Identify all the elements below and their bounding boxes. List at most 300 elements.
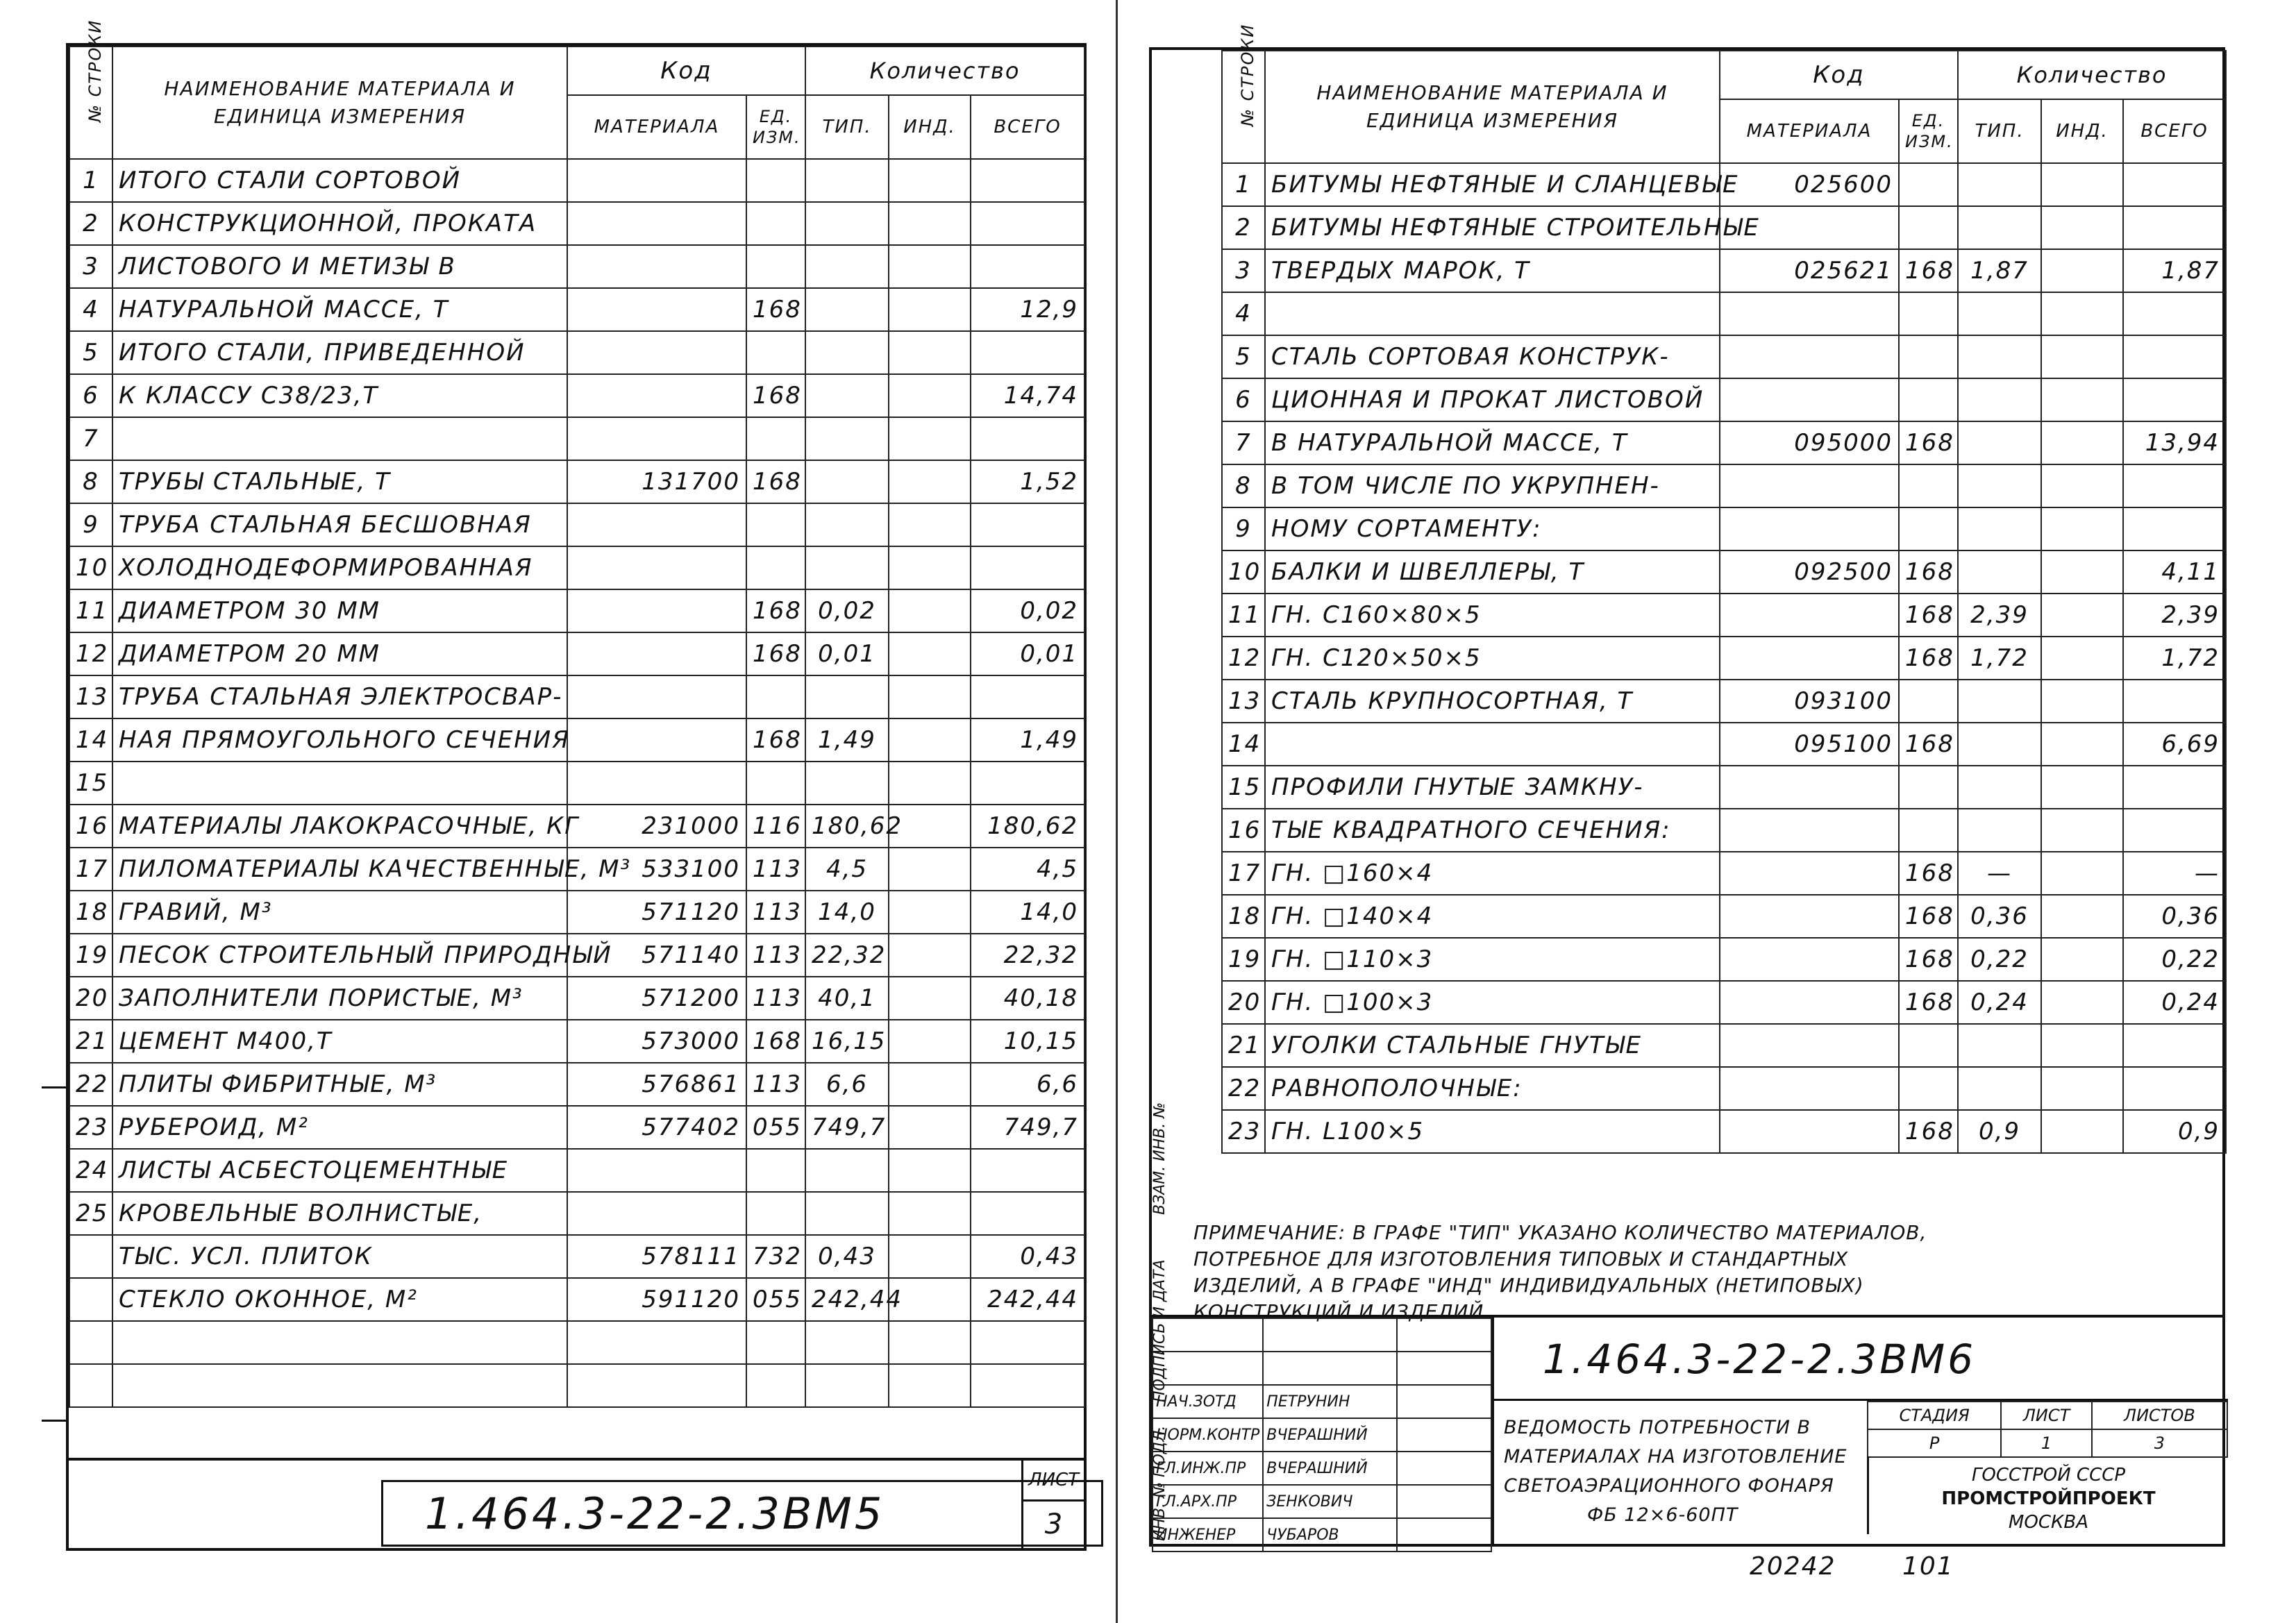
- qty-total: 6,69: [2123, 723, 2226, 766]
- stage-value: Р: [1868, 1429, 2001, 1457]
- qty-ind: [889, 460, 971, 503]
- row-number: 11: [69, 589, 112, 632]
- material-name: ИТОГО СТАЛИ СОРТОВОЙ: [112, 159, 567, 202]
- qty-total: 0,36: [2123, 895, 2226, 938]
- row-number: 23: [69, 1106, 112, 1149]
- header-code: Код: [567, 47, 805, 95]
- qty-typ: [1958, 1024, 2041, 1067]
- table-row: [69, 1278, 1084, 1321]
- qty-ind: [889, 503, 971, 546]
- signature-mark: [1397, 1452, 1491, 1485]
- qty-ind: [889, 1020, 971, 1063]
- header-quantity: Количество: [805, 47, 1084, 95]
- material-name: В ТОМ ЧИСЛЕ ПО УКРУПНЕН-: [1265, 464, 1720, 507]
- material-name: [1265, 723, 1720, 766]
- unit-code: [1899, 766, 1958, 809]
- table-row: [69, 934, 1084, 977]
- table-row: [69, 503, 1084, 546]
- qty-typ: 22,32: [805, 934, 889, 977]
- qty-total: [971, 762, 1084, 805]
- header-quantity: Количество: [1958, 51, 2226, 99]
- material-code: [1720, 292, 1899, 335]
- qty-total: [971, 1192, 1084, 1235]
- qty-typ: 242,44: [805, 1278, 889, 1321]
- qty-ind: [889, 632, 971, 675]
- material-name: ЗАПОЛНИТЕЛИ ПОРИСТЫЕ, М³: [112, 977, 567, 1020]
- qty-ind: [889, 891, 971, 934]
- qty-typ: 40,1: [805, 977, 889, 1020]
- qty-total: [971, 245, 1084, 288]
- qty-total: 6,6: [971, 1063, 1084, 1106]
- unit-code: [746, 1192, 805, 1235]
- row-number: 17: [1222, 852, 1265, 895]
- unit-code: 055: [746, 1106, 805, 1149]
- material-code: [567, 202, 746, 245]
- row-number: 20: [69, 977, 112, 1020]
- unit-code: [746, 202, 805, 245]
- unit-code: 168: [1899, 981, 1958, 1024]
- unit-code: 168: [1899, 594, 1958, 637]
- material-code: [1720, 809, 1899, 852]
- qty-total: 0,43: [971, 1235, 1084, 1278]
- row-number: 21: [1222, 1024, 1265, 1067]
- org-line-3: МОСКВА: [2008, 1512, 2089, 1533]
- header-name: НАИМЕНОВАНИЕ МАТЕРИАЛА И ЕДИНИЦА ИЗМЕРЕНИЯ: [112, 47, 567, 159]
- qty-typ: 0,36: [1958, 895, 2041, 938]
- row-number: [69, 1321, 112, 1364]
- qty-typ: 1,87: [1958, 249, 2041, 292]
- material-code: 577402: [567, 1106, 746, 1149]
- qty-typ: [1958, 766, 2041, 809]
- qty-ind: [2041, 335, 2123, 378]
- header-code: Код: [1720, 51, 1958, 99]
- material-code: [567, 675, 746, 718]
- header-total: ВСЕГО: [2123, 99, 2226, 163]
- row-number: 23: [1222, 1110, 1265, 1153]
- qty-ind: [2041, 766, 2123, 809]
- qty-typ: [805, 1364, 889, 1407]
- qty-total: [2123, 1067, 2226, 1110]
- unit-code: [1899, 507, 1958, 550]
- material-name: В НАТУРАЛЬНОЙ МАССЕ, Т: [1265, 421, 1720, 464]
- header-typ: ТИП.: [1958, 99, 2041, 163]
- qty-typ: [1958, 809, 2041, 852]
- qty-ind: [2041, 637, 2123, 680]
- material-code: [567, 632, 746, 675]
- qty-typ: 1,72: [1958, 637, 2041, 680]
- table-row: [1222, 378, 2226, 421]
- material-name: БИТУМЫ НЕФТЯНЫЕ СТРОИТЕЛЬНЫЕ: [1265, 206, 1720, 249]
- qty-ind: [2041, 895, 2123, 938]
- material-name: [112, 1321, 567, 1364]
- material-code: [1720, 637, 1899, 680]
- material-name: ГН. □110×3: [1265, 938, 1720, 981]
- unit-code: 168: [1899, 637, 1958, 680]
- unit-code: 168: [1899, 421, 1958, 464]
- row-number: 4: [69, 288, 112, 331]
- qty-total: [2123, 809, 2226, 852]
- table-row: [69, 159, 1084, 202]
- qty-typ: [805, 202, 889, 245]
- material-name: [112, 1364, 567, 1407]
- qty-total: [971, 1321, 1084, 1364]
- qty-typ: 0,02: [805, 589, 889, 632]
- table-row: [69, 546, 1084, 589]
- table-row: [1222, 809, 2226, 852]
- qty-ind: [889, 934, 971, 977]
- sheet-label: ЛИСТ: [2001, 1402, 2092, 1429]
- qty-typ: 0,01: [805, 632, 889, 675]
- material-code: [567, 417, 746, 460]
- qty-total: [2123, 335, 2226, 378]
- material-name: ГРАВИЙ, М³: [112, 891, 567, 934]
- table-row: [69, 245, 1084, 288]
- unit-code: 168: [746, 288, 805, 331]
- qty-total: 22,32: [971, 934, 1084, 977]
- left-title-block: [69, 1458, 1084, 1548]
- header-ind: ИНД.: [889, 95, 971, 159]
- unit-code: 168: [1899, 895, 1958, 938]
- material-name: ЦИОННАЯ И ПРОКАТ ЛИСТОВОЙ: [1265, 378, 1720, 421]
- header-unit: ЕД. ИЗМ.: [1899, 99, 1958, 163]
- archive-number: 20242: [1750, 1552, 1836, 1581]
- header-unit: ЕД. ИЗМ.: [746, 95, 805, 159]
- material-name: [112, 762, 567, 805]
- row-number: 2: [1222, 206, 1265, 249]
- material-code: [567, 1321, 746, 1364]
- material-code: [1720, 594, 1899, 637]
- qty-total: —: [2123, 852, 2226, 895]
- document-title: [1492, 1401, 1867, 1547]
- qty-total: 12,9: [971, 288, 1084, 331]
- material-code: [1720, 938, 1899, 981]
- material-name: ТВЕРДЫХ МАРОК, Т: [1265, 249, 1720, 292]
- material-name: КРОВЕЛЬНЫЕ ВОЛНИСТЫЕ,: [112, 1192, 567, 1235]
- material-name: ХОЛОДНОДЕФОРМИРОВАННАЯ: [112, 546, 567, 589]
- unit-code: [1899, 809, 1958, 852]
- page-number: 101: [1902, 1552, 1954, 1581]
- material-code: 571200: [567, 977, 746, 1020]
- table-row: [69, 762, 1084, 805]
- qty-typ: [1958, 550, 2041, 594]
- unit-code: [1899, 378, 1958, 421]
- unit-code: [1899, 464, 1958, 507]
- material-code: [1720, 895, 1899, 938]
- table-row: [1222, 938, 2226, 981]
- unit-code: 732: [746, 1235, 805, 1278]
- stage-table: [1867, 1401, 2228, 1458]
- material-code: 576861: [567, 1063, 746, 1106]
- unit-code: [746, 1149, 805, 1192]
- qty-total: 14,74: [971, 374, 1084, 417]
- qty-typ: 0,22: [1958, 938, 2041, 981]
- qty-total: 13,94: [2123, 421, 2226, 464]
- row-number: 14: [1222, 723, 1265, 766]
- table-row: [69, 891, 1084, 934]
- title-block-stamp: [1152, 1315, 2222, 1544]
- signature-row: [1153, 1518, 1491, 1551]
- row-number: 12: [69, 632, 112, 675]
- qty-total: 40,18: [971, 977, 1084, 1020]
- table-row: [69, 1364, 1084, 1407]
- qty-typ: [805, 331, 889, 374]
- signature-mark: [1397, 1385, 1491, 1418]
- unit-code: [746, 417, 805, 460]
- table-row: [69, 589, 1084, 632]
- table-row: [69, 288, 1084, 331]
- material-name: ПИЛОМАТЕРИАЛЫ КАЧЕСТВЕННЫЕ, М³: [112, 848, 567, 891]
- material-code: [567, 503, 746, 546]
- sheet-value: 1: [2001, 1429, 2092, 1457]
- material-name: ДИАМЕТРОМ 20 ММ: [112, 632, 567, 675]
- material-name: ЛИСТЫ АСБЕСТОЦЕМЕНТНЫЕ: [112, 1149, 567, 1192]
- margin-tick: [42, 1420, 68, 1422]
- row-number: 5: [69, 331, 112, 374]
- table-row: [1222, 335, 2226, 378]
- unit-code: [746, 245, 805, 288]
- qty-ind: [2041, 292, 2123, 335]
- qty-typ: 4,5: [805, 848, 889, 891]
- qty-total: 10,15: [971, 1020, 1084, 1063]
- qty-total: [971, 159, 1084, 202]
- table-row: [1222, 1110, 2226, 1153]
- row-number: 6: [69, 374, 112, 417]
- qty-ind: [889, 1106, 971, 1149]
- qty-ind: [2041, 550, 2123, 594]
- signature-role: ГЛ.АРХ.ПР: [1153, 1485, 1263, 1518]
- table-row: [1222, 292, 2226, 335]
- unit-code: 113: [746, 934, 805, 977]
- row-number: 10: [69, 546, 112, 589]
- qty-ind: [2041, 163, 2123, 206]
- table-row: [69, 460, 1084, 503]
- material-code: 578111: [567, 1235, 746, 1278]
- unit-code: 055: [746, 1278, 805, 1321]
- material-name: НОМУ СОРТАМЕНТУ:: [1265, 507, 1720, 550]
- material-name: ГН. □100×3: [1265, 981, 1720, 1024]
- table-row: [1222, 421, 2226, 464]
- material-name: [112, 417, 567, 460]
- table-row: [69, 1192, 1084, 1235]
- unit-code: 113: [746, 1063, 805, 1106]
- table-row: [69, 675, 1084, 718]
- sheets-label: ЛИСТОВ: [2092, 1402, 2227, 1429]
- table-row: [69, 331, 1084, 374]
- qty-total: 4,5: [971, 848, 1084, 891]
- signature-row: [1153, 1452, 1491, 1485]
- qty-total: 749,7: [971, 1106, 1084, 1149]
- material-code: [1720, 378, 1899, 421]
- material-name: ПЕСОК СТРОИТЕЛЬНЫЙ ПРИРОДНЫЙ: [112, 934, 567, 977]
- table-row: [1222, 594, 2226, 637]
- side-label: ИНВ. № ПОДЛ.: [1151, 1425, 1168, 1541]
- qty-ind: [889, 202, 971, 245]
- sheets-value: 3: [2092, 1429, 2227, 1457]
- signature-role: ИНЖЕНЕР: [1153, 1518, 1263, 1551]
- qty-ind: [889, 1063, 971, 1106]
- qty-ind: [2041, 1024, 2123, 1067]
- title-line: ФБ 12×6-60ПТ: [1587, 1504, 1738, 1526]
- qty-ind: [889, 546, 971, 589]
- qty-ind: [889, 1192, 971, 1235]
- row-number: 9: [69, 503, 112, 546]
- organization: [1867, 1456, 2228, 1534]
- material-name: ИТОГО СТАЛИ, ПРИВЕДЕННОЙ: [112, 331, 567, 374]
- qty-total: [971, 417, 1084, 460]
- qty-ind: [2041, 206, 2123, 249]
- qty-ind: [2041, 1067, 2123, 1110]
- signature-row: [1153, 1385, 1491, 1418]
- qty-ind: [2041, 809, 2123, 852]
- stage-label: СТАДИЯ: [1868, 1402, 2001, 1429]
- qty-typ: 16,15: [805, 1020, 889, 1063]
- qty-typ: [1958, 378, 2041, 421]
- qty-ind: [889, 1321, 971, 1364]
- header-total: ВСЕГО: [971, 95, 1084, 159]
- row-number: 8: [1222, 464, 1265, 507]
- qty-total: [971, 1364, 1084, 1407]
- row-number: 25: [69, 1192, 112, 1235]
- row-number: 18: [69, 891, 112, 934]
- table-row: [69, 718, 1084, 762]
- table-row: [69, 1235, 1084, 1278]
- row-number: 1: [1222, 163, 1265, 206]
- material-name: СТАЛЬ КРУПНОСОРТНАЯ, Т: [1265, 680, 1720, 723]
- table-row: [1222, 550, 2226, 594]
- qty-typ: 749,7: [805, 1106, 889, 1149]
- qty-typ: [1958, 335, 2041, 378]
- material-code: 025621: [1720, 249, 1899, 292]
- qty-total: [971, 546, 1084, 589]
- material-code: [567, 331, 746, 374]
- signature-mark: [1397, 1418, 1491, 1452]
- material-code: 025600: [1720, 163, 1899, 206]
- qty-typ: [1958, 292, 2041, 335]
- unit-code: [746, 331, 805, 374]
- qty-typ: —: [1958, 852, 2041, 895]
- row-number: 3: [1222, 249, 1265, 292]
- qty-typ: [805, 1321, 889, 1364]
- qty-typ: [805, 546, 889, 589]
- material-code: [1720, 1024, 1899, 1067]
- unit-code: 168: [746, 1020, 805, 1063]
- material-name: ТЫЕ КВАДРАТНОГО СЕЧЕНИЯ:: [1265, 809, 1720, 852]
- unit-code: 168: [1899, 249, 1958, 292]
- qty-typ: [805, 417, 889, 460]
- unit-code: [1899, 680, 1958, 723]
- qty-typ: 14,0: [805, 891, 889, 934]
- qty-ind: [2041, 1110, 2123, 1153]
- material-code: 095100: [1720, 723, 1899, 766]
- qty-total: [971, 331, 1084, 374]
- row-number: 22: [69, 1063, 112, 1106]
- header-row-no: № СТРОКИ: [69, 47, 112, 159]
- qty-typ: 0,9: [1958, 1110, 2041, 1153]
- org-line-1: ГОССТРОЙ СССР: [1971, 1465, 2126, 1486]
- qty-ind: [2041, 421, 2123, 464]
- signature-role: ГЛ.ИНЖ.ПР: [1153, 1452, 1263, 1485]
- material-name: БИТУМЫ НЕФТЯНЫЕ И СЛАНЦЕВЫЕ: [1265, 163, 1720, 206]
- table-row: [69, 1020, 1084, 1063]
- unit-code: 168: [746, 589, 805, 632]
- material-code: [567, 718, 746, 762]
- signature-name: ПЕТРУНИН: [1263, 1385, 1397, 1418]
- unit-code: 168: [1899, 938, 1958, 981]
- header-name: НАИМЕНОВАНИЕ МАТЕРИАЛА И ЕДИНИЦА ИЗМЕРЕНИЯ: [1265, 51, 1720, 163]
- qty-total: [971, 503, 1084, 546]
- row-number: 5: [1222, 335, 1265, 378]
- qty-ind: [889, 417, 971, 460]
- qty-typ: [805, 374, 889, 417]
- qty-ind: [889, 762, 971, 805]
- unit-code: [746, 546, 805, 589]
- signature-name: ВЧЕРАШНИЙ: [1263, 1418, 1397, 1452]
- qty-typ: [805, 288, 889, 331]
- row-number: 1: [69, 159, 112, 202]
- title-line: МАТЕРИАЛАХ НА ИЗГОТОВЛЕНИЕ: [1504, 1446, 1847, 1468]
- qty-typ: [1958, 163, 2041, 206]
- qty-total: 1,87: [2123, 249, 2226, 292]
- table-row: [69, 848, 1084, 891]
- unit-code: [746, 675, 805, 718]
- side-label: ВЗАМ. ИНВ. №: [1151, 1102, 1168, 1215]
- qty-typ: [805, 503, 889, 546]
- header-row-no: № СТРОКИ: [1222, 51, 1265, 163]
- material-code: [567, 159, 746, 202]
- unit-code: [746, 1321, 805, 1364]
- material-name: [1265, 292, 1720, 335]
- qty-total: [2123, 1024, 2226, 1067]
- unit-code: 168: [746, 718, 805, 762]
- qty-total: [2123, 163, 2226, 206]
- row-number: 10: [1222, 550, 1265, 594]
- row-number: 15: [69, 762, 112, 805]
- material-name: ГН. □140×4: [1265, 895, 1720, 938]
- row-number: [69, 1235, 112, 1278]
- unit-code: [1899, 1067, 1958, 1110]
- right-table-wrap: [1221, 23, 2225, 1154]
- qty-typ: 0,24: [1958, 981, 2041, 1024]
- qty-total: 0,01: [971, 632, 1084, 675]
- qty-total: 1,52: [971, 460, 1084, 503]
- row-number: 13: [69, 675, 112, 718]
- material-name: РАВНОПОЛОЧНЫЕ:: [1265, 1067, 1720, 1110]
- qty-total: [2123, 206, 2226, 249]
- signature-mark: [1397, 1518, 1491, 1551]
- material-code: 095000: [1720, 421, 1899, 464]
- left-materials-table: [69, 19, 1085, 1408]
- right-doc-code: 1.464.3-22-2.3ВМ6: [1492, 1318, 2228, 1401]
- qty-total: 2,39: [2123, 594, 2226, 637]
- material-name: ГН. С160×80×5: [1265, 594, 1720, 637]
- row-number: 18: [1222, 895, 1265, 938]
- qty-total: [2123, 464, 2226, 507]
- qty-typ: [1958, 680, 2041, 723]
- table-row: [69, 1063, 1084, 1106]
- qty-ind: [2041, 723, 2123, 766]
- qty-total: [971, 1149, 1084, 1192]
- material-name: ЛИСТОВОГО И МЕТИЗЫ В: [112, 245, 567, 288]
- qty-total: 1,72: [2123, 637, 2226, 680]
- material-name: ЦЕМЕНТ М400,Т: [112, 1020, 567, 1063]
- qty-ind: [889, 848, 971, 891]
- row-number: 6: [1222, 378, 1265, 421]
- signature-role: НАЧ.ЗОТД: [1153, 1385, 1263, 1418]
- qty-typ: [1958, 1067, 2041, 1110]
- row-number: 4: [1222, 292, 1265, 335]
- sheet-label: ЛИСТ: [1023, 1461, 1084, 1502]
- signature-row: [1153, 1418, 1491, 1452]
